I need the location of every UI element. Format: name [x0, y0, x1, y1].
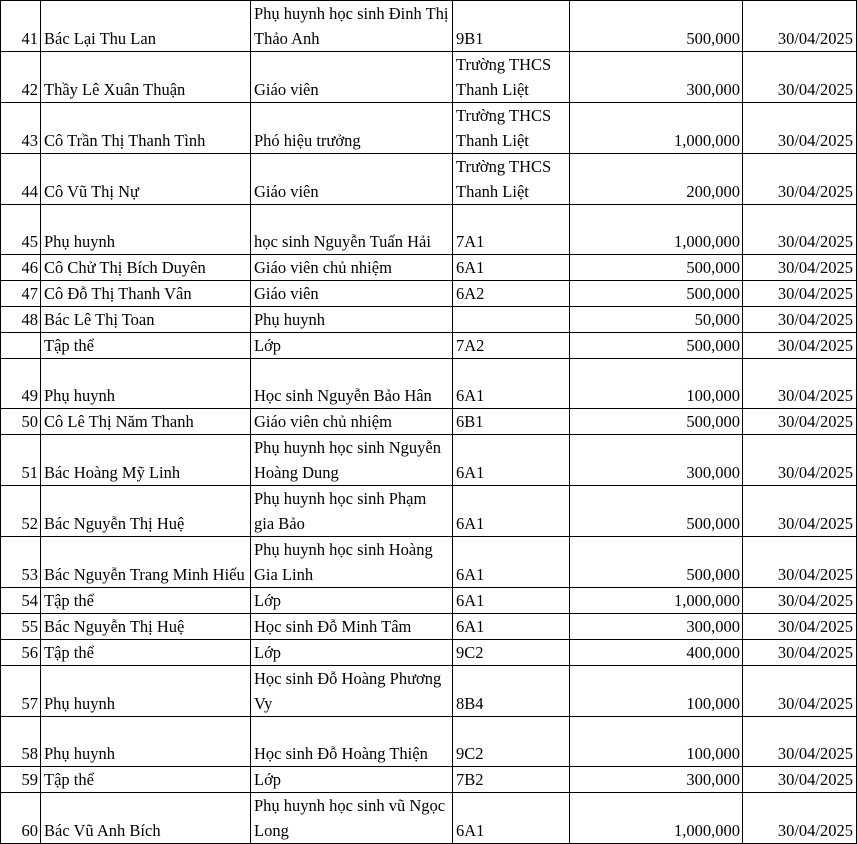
cell-date: 30/04/2025	[743, 793, 857, 844]
table-row	[1, 154, 857, 205]
cell-index: 59	[1, 767, 41, 793]
cell-donor-name: Thầy Lê Xuân Thuận	[41, 52, 251, 103]
cell-amount: 100,000	[570, 359, 743, 409]
table-row	[1, 537, 857, 588]
cell-unit: Trường THCS Thanh Liệt	[453, 154, 570, 205]
cell-index: 45	[1, 205, 41, 255]
cell-donor-name: Cô Đỗ Thị Thanh Vân	[41, 281, 251, 307]
cell-donor-name: Cô Trần Thị Thanh Tình	[41, 103, 251, 154]
cell-role: Giáo viên	[251, 52, 453, 103]
cell-index: 46	[1, 255, 41, 281]
cell-unit: 7B2	[453, 767, 570, 793]
cell-donor-name: Tập thể	[41, 333, 251, 359]
cell-unit: 6A1	[453, 255, 570, 281]
cell-donor-name: Tập thể	[41, 767, 251, 793]
cell-role: Lớp	[251, 588, 453, 614]
cell-amount: 500,000	[570, 409, 743, 435]
cell-unit: Trường THCS Thanh Liệt	[453, 52, 570, 103]
table-row	[1, 767, 857, 793]
cell-index	[1, 333, 41, 359]
cell-index: 51	[1, 435, 41, 486]
table-row	[1, 666, 857, 717]
cell-donor-name: Bác Nguyễn Trang Minh Hiếu	[41, 537, 251, 588]
cell-unit: 6A1	[453, 359, 570, 409]
cell-amount: 500,000	[570, 537, 743, 588]
table-row	[1, 486, 857, 537]
cell-role: Lớp	[251, 767, 453, 793]
cell-amount: 50,000	[570, 307, 743, 333]
table-row	[1, 793, 857, 844]
cell-unit: 6A1	[453, 588, 570, 614]
cell-donor-name: Phụ huynh	[41, 205, 251, 255]
cell-date: 30/04/2025	[743, 255, 857, 281]
cell-date: 30/04/2025	[743, 435, 857, 486]
table-row	[1, 52, 857, 103]
cell-index: 42	[1, 52, 41, 103]
cell-index: 43	[1, 103, 41, 154]
cell-date: 30/04/2025	[743, 1, 857, 52]
cell-unit: 9B1	[453, 1, 570, 52]
cell-role: Phụ huynh	[251, 307, 453, 333]
cell-amount: 1,000,000	[570, 588, 743, 614]
table-row	[1, 717, 857, 767]
cell-donor-name: Bác Vũ Anh Bích	[41, 793, 251, 844]
cell-unit: 9C2	[453, 640, 570, 666]
cell-index: 49	[1, 359, 41, 409]
table-row	[1, 640, 857, 666]
cell-index: 47	[1, 281, 41, 307]
cell-index: 41	[1, 1, 41, 52]
cell-role: Phụ huynh học sinh Đinh Thị Thảo Anh	[251, 1, 453, 52]
table-row	[1, 255, 857, 281]
cell-role: Giáo viên chủ nhiệm	[251, 255, 453, 281]
cell-amount: 500,000	[570, 333, 743, 359]
cell-role: Lớp	[251, 640, 453, 666]
cell-amount: 200,000	[570, 154, 743, 205]
cell-role: Phó hiệu trưởng	[251, 103, 453, 154]
cell-index: 50	[1, 409, 41, 435]
cell-unit: 6A2	[453, 281, 570, 307]
cell-unit: 8B4	[453, 666, 570, 717]
cell-index: 44	[1, 154, 41, 205]
cell-unit: Trường THCS Thanh Liệt	[453, 103, 570, 154]
cell-index: 60	[1, 793, 41, 844]
cell-donor-name: Bác Nguyễn Thị Huệ	[41, 614, 251, 640]
cell-date: 30/04/2025	[743, 154, 857, 205]
cell-amount: 300,000	[570, 614, 743, 640]
cell-donor-name: Bác Lại Thu Lan	[41, 1, 251, 52]
cell-date: 30/04/2025	[743, 486, 857, 537]
cell-amount: 300,000	[570, 767, 743, 793]
cell-role: Phụ huynh học sinh Hoàng Gia Linh	[251, 537, 453, 588]
cell-amount: 300,000	[570, 435, 743, 486]
cell-donor-name: Cô Lê Thị Năm Thanh	[41, 409, 251, 435]
cell-unit: 6A1	[453, 537, 570, 588]
cell-index: 53	[1, 537, 41, 588]
cell-date: 30/04/2025	[743, 717, 857, 767]
cell-amount: 1,000,000	[570, 103, 743, 154]
cell-unit: 6B1	[453, 409, 570, 435]
table-row	[1, 333, 857, 359]
cell-donor-name: Tập thể	[41, 640, 251, 666]
table-row	[1, 1, 857, 52]
cell-donor-name: Cô Chử Thị Bích Duyên	[41, 255, 251, 281]
cell-amount: 500,000	[570, 486, 743, 537]
cell-role: học sinh Nguyễn Tuấn Hải	[251, 205, 453, 255]
cell-amount: 400,000	[570, 640, 743, 666]
cell-role: Học sinh Đỗ Minh Tâm	[251, 614, 453, 640]
cell-index: 55	[1, 614, 41, 640]
cell-role: Phụ huynh học sinh Nguyễn Hoàng Dung	[251, 435, 453, 486]
cell-unit: 7A1	[453, 205, 570, 255]
cell-index: 48	[1, 307, 41, 333]
table-row	[1, 307, 857, 333]
table-row	[1, 205, 857, 255]
cell-unit: 6A1	[453, 486, 570, 537]
cell-index: 58	[1, 717, 41, 767]
table-row	[1, 359, 857, 409]
cell-date: 30/04/2025	[743, 307, 857, 333]
cell-date: 30/04/2025	[743, 359, 857, 409]
cell-role: Giáo viên	[251, 281, 453, 307]
table-row	[1, 103, 857, 154]
cell-role: Lớp	[251, 333, 453, 359]
cell-date: 30/04/2025	[743, 640, 857, 666]
cell-date: 30/04/2025	[743, 52, 857, 103]
cell-amount: 500,000	[570, 1, 743, 52]
cell-date: 30/04/2025	[743, 409, 857, 435]
cell-role: Giáo viên	[251, 154, 453, 205]
table-row	[1, 435, 857, 486]
cell-role: Học sinh Đỗ Hoàng Phương Vy	[251, 666, 453, 717]
cell-donor-name: Bác Nguyễn Thị Huệ	[41, 486, 251, 537]
cell-date: 30/04/2025	[743, 767, 857, 793]
cell-unit: 7A2	[453, 333, 570, 359]
cell-index: 52	[1, 486, 41, 537]
cell-amount: 100,000	[570, 717, 743, 767]
cell-date: 30/04/2025	[743, 281, 857, 307]
cell-index: 56	[1, 640, 41, 666]
cell-role: Phụ huynh học sinh Phạm gia Bảo	[251, 486, 453, 537]
table-row	[1, 588, 857, 614]
cell-donor-name: Phụ huynh	[41, 666, 251, 717]
cell-date: 30/04/2025	[743, 614, 857, 640]
cell-role: Học sinh Đỗ Hoàng Thiện	[251, 717, 453, 767]
cell-unit: 6A1	[453, 435, 570, 486]
cell-date: 30/04/2025	[743, 537, 857, 588]
cell-index: 57	[1, 666, 41, 717]
table-row	[1, 281, 857, 307]
cell-amount: 100,000	[570, 666, 743, 717]
cell-amount: 1,000,000	[570, 793, 743, 844]
cell-date: 30/04/2025	[743, 666, 857, 717]
cell-unit: 6A1	[453, 793, 570, 844]
cell-donor-name: Bác Lê Thị Toan	[41, 307, 251, 333]
cell-donor-name: Cô Vũ Thị Nự	[41, 154, 251, 205]
cell-amount: 1,000,000	[570, 205, 743, 255]
cell-unit: 6A1	[453, 614, 570, 640]
table-row	[1, 409, 857, 435]
cell-donor-name: Phụ huynh	[41, 717, 251, 767]
cell-date: 30/04/2025	[743, 333, 857, 359]
cell-role: Giáo viên chủ nhiệm	[251, 409, 453, 435]
cell-unit	[453, 307, 570, 333]
table-row	[1, 614, 857, 640]
cell-amount: 300,000	[570, 52, 743, 103]
cell-role: Phụ huynh học sinh vũ Ngọc Long	[251, 793, 453, 844]
cell-date: 30/04/2025	[743, 205, 857, 255]
cell-index: 54	[1, 588, 41, 614]
cell-unit: 9C2	[453, 717, 570, 767]
cell-donor-name: Tập thể	[41, 588, 251, 614]
cell-date: 30/04/2025	[743, 588, 857, 614]
cell-donor-name: Bác Hoàng Mỹ Linh	[41, 435, 251, 486]
cell-donor-name: Phụ huynh	[41, 359, 251, 409]
cell-amount: 500,000	[570, 281, 743, 307]
table-body	[1, 1, 857, 844]
cell-role: Học sinh Nguyễn Bảo Hân	[251, 359, 453, 409]
cell-amount: 500,000	[570, 255, 743, 281]
cell-date: 30/04/2025	[743, 103, 857, 154]
